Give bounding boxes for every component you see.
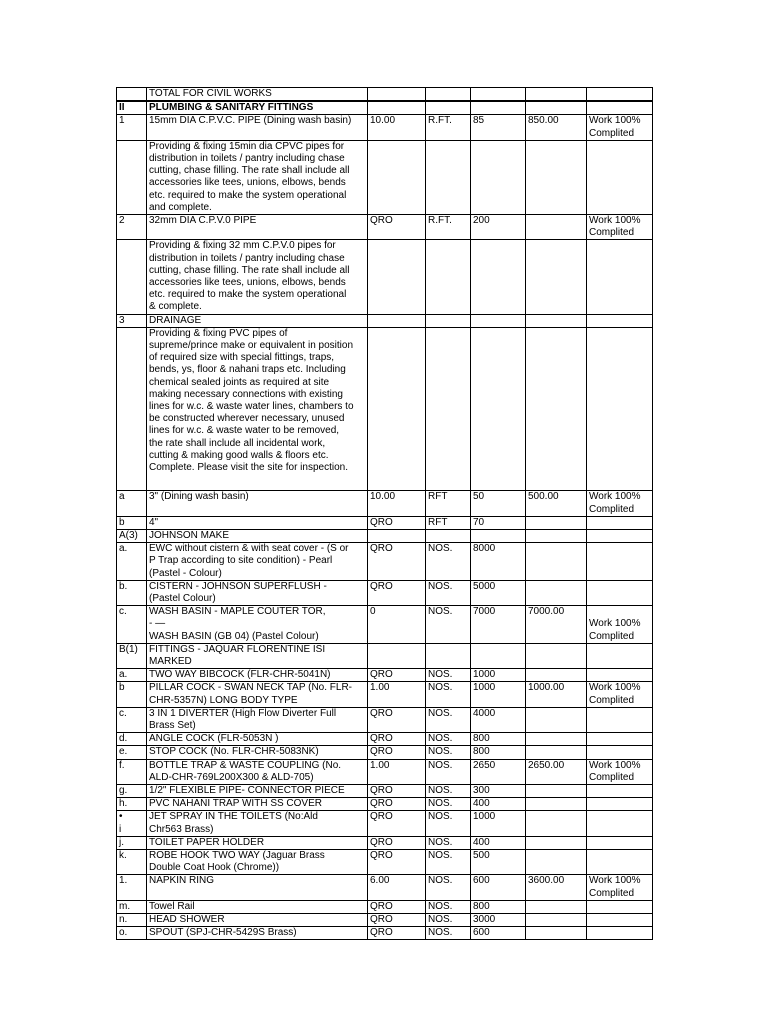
rate-cell [471,88,526,101]
description-cell: TWO WAY BIBCOCK (FLR-CHR-5041N) [147,669,368,682]
amount-cell [526,643,587,668]
table-row [117,759,653,784]
amount-cell [526,900,587,913]
unit-cell: RFT [426,491,471,516]
amount-cell [526,798,587,811]
description-cell: 1/2" FLEXIBLE PIPE- CONNECTOR PIECE [147,784,368,797]
description-cell: Providing & fixing PVC pipes of supreme/prince make or equivalent in position of required size with special fittings, traps, bends, ys, floor & nahani traps etc. Including chemical sealed joints as required at site making necessary connections with existing lines for w.c. & waste water lines, chambers to be constructed wherever necessary, unused lines for w.c. & waste water to be removed, the rate shall include all incidental work, cutting & making good walls & floors etc. Complete. Please visit the site for inspection. [147,327,368,490]
status-cell [587,914,653,927]
item-number-cell: h. [117,798,147,811]
amount-cell [526,580,587,605]
amount-cell [526,707,587,732]
rate-cell [471,643,526,668]
rate-cell: 400 [471,798,526,811]
unit-cell: NOS. [426,682,471,707]
quantity-cell: QRO [368,849,426,874]
amount-cell: 2650.00 [526,759,587,784]
item-number-cell: o. [117,927,147,940]
item-number-cell: b [117,516,147,529]
table-row [117,543,653,581]
status-cell [587,240,653,314]
item-number-cell: b. [117,580,147,605]
description-cell: PILLAR COCK - SWAN NECK TAP (No. FLR- CHR-5357N) LONG BODY TYPE [147,682,368,707]
amount-cell [526,927,587,940]
description-cell: TOTAL FOR CIVIL WORKS [147,88,368,101]
amount-cell [526,140,587,214]
quantity-cell [368,102,426,115]
description-cell: WASH BASIN - MAPLE COUTER TOR, - — WASH BASIN (GB 04) (Pastel Colour) [147,606,368,644]
unit-cell: NOS. [426,849,471,874]
table-row [117,140,653,214]
item-number-cell: e. [117,746,147,759]
table-row [117,643,653,668]
quantity-cell: QRO [368,669,426,682]
description-cell: 4" [147,516,368,529]
table-row [117,215,653,240]
unit-cell [426,327,471,490]
unit-cell: NOS. [426,927,471,940]
unit-cell: R.FT. [426,215,471,240]
unit-cell: NOS. [426,900,471,913]
item-number-cell [117,240,147,314]
status-cell: Work 100% Complited [587,491,653,516]
description-cell: TOILET PAPER HOLDER [147,836,368,849]
quantity-cell: QRO [368,733,426,746]
status-cell [587,543,653,581]
unit-cell: NOS. [426,669,471,682]
description-cell: ANGLE COCK (FLR-5053N ) [147,733,368,746]
rate-cell [471,240,526,314]
amount-cell: 1000.00 [526,682,587,707]
amount-cell [526,914,587,927]
unit-cell: R.FT. [426,115,471,140]
description-cell: SPOUT (SPJ-CHR-5429S Brass) [147,927,368,940]
table-row [117,746,653,759]
rate-cell: 200 [471,215,526,240]
table-row [117,327,653,490]
item-number-cell: • i [117,811,147,836]
rate-cell: 800 [471,733,526,746]
amount-cell [526,240,587,314]
status-cell [587,849,653,874]
amount-cell [526,811,587,836]
rate-cell: 5000 [471,580,526,605]
description-cell: PVC NAHANI TRAP WITH SS COVER [147,798,368,811]
item-number-cell: c. [117,707,147,732]
unit-cell [426,102,471,115]
table-row [117,927,653,940]
quantity-cell: QRO [368,900,426,913]
description-cell: Towel Rail [147,900,368,913]
unit-cell [426,140,471,214]
status-cell [587,580,653,605]
unit-cell [426,240,471,314]
unit-cell: NOS. [426,746,471,759]
quantity-cell: QRO [368,914,426,927]
description-cell: NAPKIN RING [147,875,368,900]
unit-cell: NOS. [426,543,471,581]
status-cell [587,836,653,849]
item-number-cell: m. [117,900,147,913]
quantity-cell: QRO [368,543,426,581]
estimate-table [116,87,653,940]
quantity-cell: 1.00 [368,759,426,784]
quantity-cell: QRO [368,580,426,605]
description-cell: CISTERN - JOHNSON SUPERFLUSH - (Pastel Colour) [147,580,368,605]
rate-cell [471,529,526,542]
status-cell [587,733,653,746]
unit-cell: NOS. [426,811,471,836]
quantity-cell [368,88,426,101]
description-cell: PLUMBING & SANITARY FITTINGS [147,102,368,115]
table-row [117,516,653,529]
rate-cell: 85 [471,115,526,140]
amount-cell [526,327,587,490]
status-cell: Work 100% Complited [587,606,653,644]
quantity-cell: QRO [368,516,426,529]
rate-cell: 400 [471,836,526,849]
rate-cell: 1000 [471,682,526,707]
unit-cell: NOS. [426,836,471,849]
table-row [117,314,653,327]
rate-cell: 600 [471,875,526,900]
table-row [117,102,653,115]
item-number-cell [117,88,147,101]
item-number-cell: 3 [117,314,147,327]
amount-cell [526,746,587,759]
amount-cell [526,529,587,542]
rate-cell: 500 [471,849,526,874]
table-row [117,669,653,682]
amount-cell [526,669,587,682]
table-row [117,900,653,913]
table-row [117,733,653,746]
amount-cell [526,102,587,115]
quantity-cell: QRO [368,707,426,732]
item-number-cell: 1. [117,875,147,900]
quantity-cell [368,140,426,214]
item-number-cell [117,140,147,214]
item-number-cell: B(1) [117,643,147,668]
table-row [117,836,653,849]
rate-cell: 2650 [471,759,526,784]
item-number-cell: b [117,682,147,707]
status-cell [587,88,653,101]
quantity-cell [368,327,426,490]
unit-cell: NOS. [426,606,471,644]
amount-cell: 850.00 [526,115,587,140]
quantity-cell [368,314,426,327]
item-number-cell: d. [117,733,147,746]
description-cell: EWC without cistern & with seat cover - (S or P Trap according to site condition) - Pearl (Pastel - Colour) [147,543,368,581]
amount-cell [526,836,587,849]
status-cell [587,798,653,811]
description-cell: STOP COCK (No. FLR-CHR-5083NK) [147,746,368,759]
status-cell [587,784,653,797]
amount-cell [526,314,587,327]
table-row [117,88,653,101]
description-cell: Providing & fixing 15min dia CPVC pipes for distribution in toilets / pantry including chase cutting, chase filling. The rate shall include all accessories like tees, unions, elbows, bends etc. required to make the system operational and complete. [147,140,368,214]
status-cell [587,643,653,668]
item-number-cell: c. [117,606,147,644]
description-cell: HEAD SHOWER [147,914,368,927]
unit-cell [426,643,471,668]
quantity-cell: QRO [368,836,426,849]
item-number-cell: A(3) [117,529,147,542]
table-row [117,914,653,927]
table-row [117,606,653,644]
description-cell: JOHNSON MAKE [147,529,368,542]
description-cell: 15mm DIA C.P.V.C. PIPE (Dining wash basin) [147,115,368,140]
unit-cell [426,88,471,101]
rate-cell: 600 [471,927,526,940]
quantity-cell: QRO [368,784,426,797]
item-number-cell: 1 [117,115,147,140]
amount-cell: 500.00 [526,491,587,516]
quantity-cell: QRO [368,927,426,940]
rate-cell: 7000 [471,606,526,644]
rate-cell: 300 [471,784,526,797]
item-number-cell: k. [117,849,147,874]
quantity-cell: 6.00 [368,875,426,900]
rate-cell: 3000 [471,914,526,927]
status-cell [587,900,653,913]
description-cell: 32mm DIA C.P.V.0 PIPE [147,215,368,240]
rate-cell [471,327,526,490]
rate-cell: 8000 [471,543,526,581]
unit-cell: NOS. [426,759,471,784]
table-row [117,580,653,605]
status-cell: Work 100% Complited [587,682,653,707]
status-cell [587,927,653,940]
status-cell [587,516,653,529]
item-number-cell: n. [117,914,147,927]
item-number-cell: a. [117,669,147,682]
status-cell: Work 100% Complited [587,875,653,900]
description-cell: DRAINAGE [147,314,368,327]
item-number-cell: a [117,491,147,516]
item-number-cell: j. [117,836,147,849]
description-cell: BOTTLE TRAP & WASTE COUPLING (No. ALD-CHR-769L200X300 & ALD-705) [147,759,368,784]
table-row [117,798,653,811]
amount-cell [526,543,587,581]
rate-cell: 800 [471,746,526,759]
status-cell [587,102,653,115]
table-row [117,875,653,900]
description-cell: FITTINGS - JAQUAR FLORENTINE ISI MARKED [147,643,368,668]
estimate-table-body [117,88,653,940]
quantity-cell: 10.00 [368,115,426,140]
unit-cell: NOS. [426,784,471,797]
table-row [117,784,653,797]
quantity-cell: 10.00 [368,491,426,516]
rate-cell [471,102,526,115]
amount-cell: 3600.00 [526,875,587,900]
description-cell: 3 IN 1 DIVERTER (High Flow Diverter Full Brass Set) [147,707,368,732]
description-cell: 3" (Dining wash basin) [147,491,368,516]
unit-cell: RFT [426,516,471,529]
quantity-cell: QRO [368,798,426,811]
amount-cell [526,215,587,240]
status-cell: Work 100% Complited [587,115,653,140]
unit-cell: NOS. [426,707,471,732]
status-cell [587,707,653,732]
unit-cell: NOS. [426,733,471,746]
status-cell [587,140,653,214]
unit-cell: NOS. [426,580,471,605]
unit-cell: NOS. [426,798,471,811]
table-row [117,491,653,516]
rate-cell: 1000 [471,811,526,836]
amount-cell: 7000.00 [526,606,587,644]
table-row [117,115,653,140]
quantity-cell [368,643,426,668]
table-row [117,707,653,732]
amount-cell [526,516,587,529]
quantity-cell: QRO [368,811,426,836]
table-row [117,849,653,874]
amount-cell [526,733,587,746]
status-cell: Work 100% Complited [587,215,653,240]
unit-cell: NOS. [426,914,471,927]
status-cell: Work 100% Complited [587,759,653,784]
table-row [117,240,653,314]
quantity-cell [368,529,426,542]
status-cell [587,529,653,542]
table-row [117,529,653,542]
unit-cell [426,529,471,542]
amount-cell [526,88,587,101]
item-number-cell: 2 [117,215,147,240]
amount-cell [526,849,587,874]
item-number-cell: g. [117,784,147,797]
status-cell [587,327,653,490]
rate-cell: 4000 [471,707,526,732]
item-number-cell: a. [117,543,147,581]
item-number-cell: II [117,102,147,115]
table-row [117,811,653,836]
rate-cell: 1000 [471,669,526,682]
description-cell: ROBE HOOK TWO WAY (Jaguar Brass Double Coat Hook (Chrome)) [147,849,368,874]
description-cell: JET SPRAY IN THE TOILETS (No:Ald Chr563 Brass) [147,811,368,836]
status-cell [587,314,653,327]
unit-cell [426,314,471,327]
quantity-cell [368,240,426,314]
quantity-cell: QRO [368,746,426,759]
item-number-cell: f. [117,759,147,784]
quantity-cell: 1.00 [368,682,426,707]
item-number-cell [117,327,147,490]
rate-cell [471,140,526,214]
quantity-cell: 0 [368,606,426,644]
table-row [117,682,653,707]
status-cell [587,669,653,682]
status-cell [587,811,653,836]
rate-cell: 800 [471,900,526,913]
unit-cell: NOS. [426,875,471,900]
quantity-cell: QRO [368,215,426,240]
rate-cell [471,314,526,327]
amount-cell [526,784,587,797]
rate-cell: 50 [471,491,526,516]
description-cell: Providing & fixing 32 mm C.P.V.0 pipes for distribution in toilets / pantry including chase cutting, chase filling. The rate shall include all accessories like tees, unions, elbows, bends etc. required to make the system operational & complete. [147,240,368,314]
rate-cell: 70 [471,516,526,529]
status-cell [587,746,653,759]
